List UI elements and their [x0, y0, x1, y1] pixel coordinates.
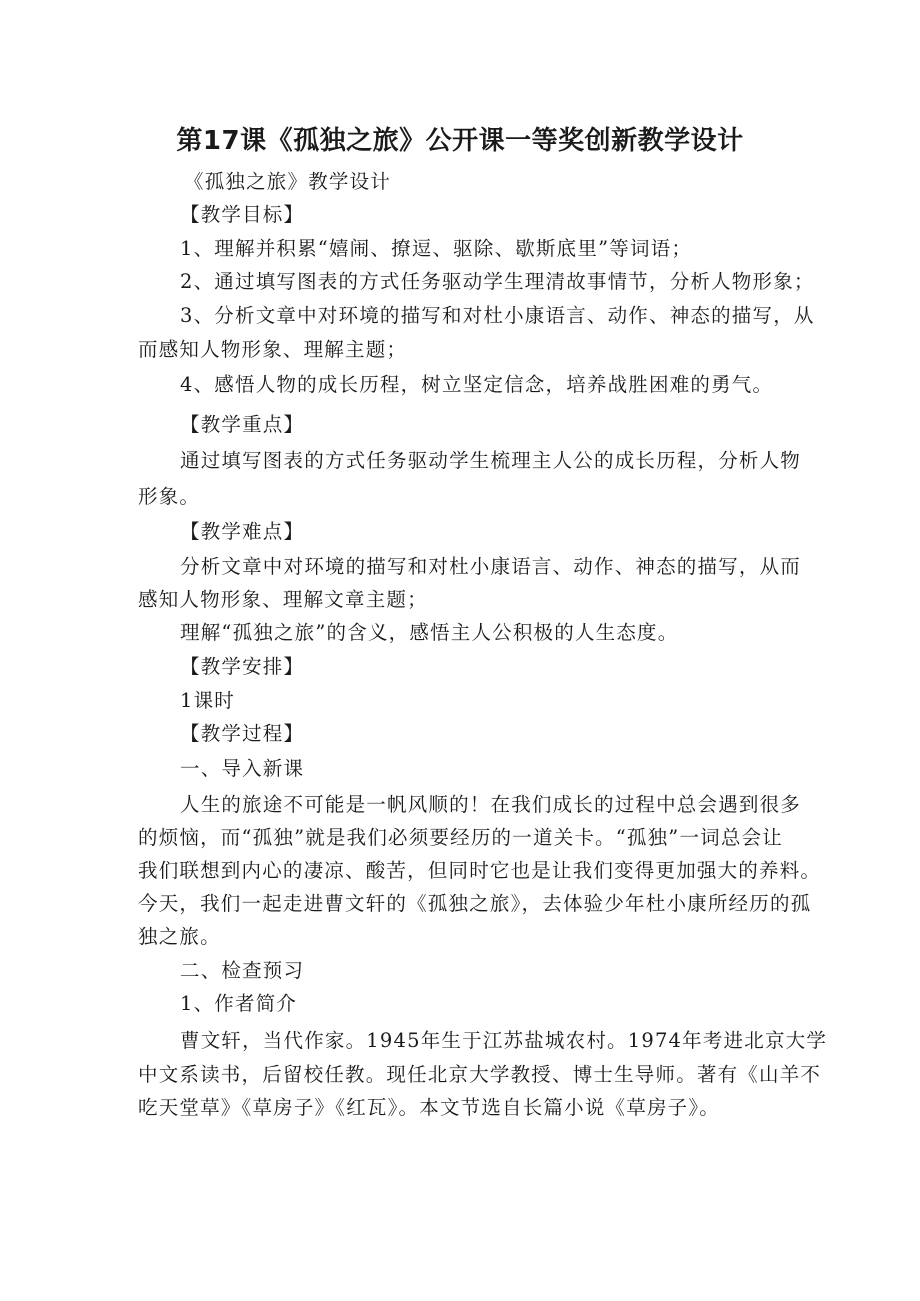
arrangement-text: 1课时 [180, 689, 236, 712]
goal-item-3-continued: 而感知人物形象、理解主题； [138, 338, 408, 361]
section-heading-intro: 一、导入新课 [180, 757, 305, 780]
goal-item-2: 2、通过填写图表的方式任务驱动学生理清故事情节，分析人物形象； [180, 270, 815, 293]
intro-paragraph-line-3: 我们联想到内心的凄凉、酸苦，但同时它也是让我们变得更加强大的养料。 [138, 859, 822, 882]
author-paragraph: 曹文轩，当代作家。1945年生于江苏盐城农村。1974年考进北京大学 [180, 1029, 828, 1052]
author-paragraph-line-2: 中文系读书，后留校任教。现任北京大学教授、博士生导师。著有《山羊不 [138, 1063, 822, 1086]
key-points-text-continued: 形象。 [138, 485, 201, 508]
key-points-heading: 【教学重点】 [180, 413, 305, 436]
difficult-points-heading: 【教学难点】 [180, 520, 305, 543]
author-paragraph-line-3: 吃天堂草》《草房子》《红瓦》。本文节选自长篇小说《草房子》。 [138, 1096, 721, 1119]
goal-item-3: 3、分析文章中对环境的描写和对杜小康语言、动作、神态的描写，从 [180, 304, 815, 327]
difficult-points-text-1-continued: 感知人物形象、理解文章主题； [138, 588, 428, 611]
subtitle: 《孤独之旅》教学设计 [184, 170, 392, 193]
process-heading: 【教学过程】 [180, 722, 305, 745]
key-points-text: 通过填写图表的方式任务驱动学生梳理主人公的成长历程，分析人物 [180, 449, 802, 472]
author-heading: 1、作者简介 [180, 992, 298, 1015]
goal-item-4: 4、感悟人物的成长历程，树立坚定信念，培养战胜困难的勇气。 [180, 373, 774, 396]
intro-paragraph-line-4: 今天，我们一起走进曹文轩的《孤独之旅》，去体验少年杜小康所经历的孤 [138, 892, 812, 915]
intro-paragraph: 人生的旅途不可能是一帆风顺的！在我们成长的过程中总会遇到很多 [180, 793, 802, 816]
document-title: 第17课《孤独之旅》公开课一等奖创新教学设计 [176, 126, 744, 156]
section-heading-preview: 二、检查预习 [180, 959, 305, 982]
goal-item-1: 1、理解并积累“嬉闹、撩逗、驱除、歇斯底里”等词语； [180, 237, 693, 260]
intro-paragraph-line-5: 独之旅。 [138, 925, 221, 948]
intro-paragraph-line-2: 的烦恼，而“孤独”就是我们必须要经历的一道关卡。“孤独”一词总会让 [138, 826, 783, 849]
difficult-points-text-2: 理解“孤独之旅”的含义，感悟主人公积极的人生态度。 [180, 621, 679, 644]
difficult-points-text-1: 分析文章中对环境的描写和对杜小康语言、动作、神态的描写，从而 [180, 555, 802, 578]
arrangement-heading: 【教学安排】 [180, 655, 305, 678]
goals-heading: 【教学目标】 [180, 203, 305, 226]
